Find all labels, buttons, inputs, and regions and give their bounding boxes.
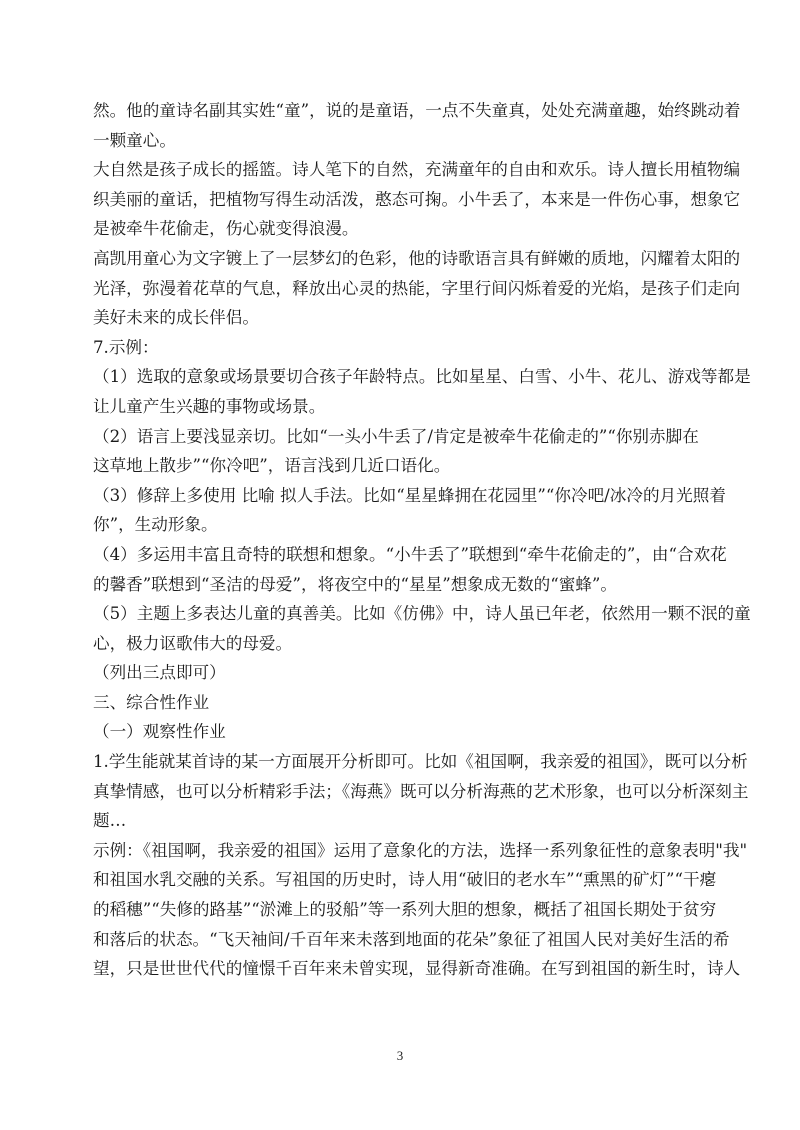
text-line: 和祖国水乳交融的关系。写祖国的历史时，诗人用“破旧的老水车”“熏黑的矿灯”“干瘪 [93, 870, 717, 890]
text-line: 这草地上散步”“你冷吧”，语言浅到几近口语化。 [93, 456, 451, 476]
text-line: 的馨香”联想到“圣洁的母爱”，将夜空中的“星星”想象成无数的“蜜蜂”。 [93, 574, 618, 594]
note-line: （列出三点即可） [93, 663, 226, 683]
text-line: 真挚情感，也可以分析精彩手法；《海燕》既可以分析海燕的艺术形象，也可以分析深刻主 [93, 781, 749, 801]
text-line: 然。他的童诗名副其实姓“童”，说的是童语，一点不失童真，处处充满童趣，始终跳动着 [93, 101, 741, 120]
section-heading: 三、综合性作业 [93, 692, 210, 712]
text-line: 题… [93, 811, 127, 831]
text-line: 望，只是世世代代的憧憬千百年来未曾实现，显得新奇准确。在写到祖国的新生时，诗人 [93, 959, 741, 979]
subsection-heading: （一）观察性作业 [93, 722, 226, 742]
text-line: 高凯用童心为文字镀上了一层梦幻的色彩，他的诗歌语言具有鲜嫩的质地，闪耀着太阳的 [93, 248, 741, 268]
text-line: （1）选取的意象或场景要切合孩子年龄特点。比如星星、白雪、小牛、花儿、游戏等都是 [93, 367, 751, 387]
text-line: （4）多运用丰富且奇特的联想和想象。“小牛丢了”联想到“牵牛花偷走的”，由“合欢花 [93, 544, 727, 564]
text-line: （3）修辞上多使用 比喻 拟人手法。比如“星星蜂拥在花园里”“你冷吧/冰冷的月光照着 [93, 485, 726, 505]
text-line: （5）主题上多表达儿童的真善美。比如《仿佛》中，诗人虽已年老，依然用一颗不泯的童 [93, 604, 751, 624]
text-line: 和落后的状态。“飞天袖间/千百年来未落到地面的花朵”象征了祖国人民对美好生活的希 [93, 929, 730, 949]
text-line: 美好未来的成长伴侣。 [93, 308, 259, 328]
document-body [93, 96, 751, 984]
text-line: 让儿童产生兴趣的事物或场景。 [93, 396, 326, 416]
text-line: 光泽，弥漫着花草的气息，释放出心灵的热能，字里行间闪烁着爱的光焰，是孩子们走向 [93, 278, 741, 298]
text-line: 一颗童心。 [93, 130, 176, 150]
text-line: 1.学生能就某首诗的某一方面展开分析即可。比如《祖国啊，我亲爱的祖国》，既可以分析 [93, 752, 748, 772]
text-line: 大自然是孩子成长的摇篮。诗人笔下的自然，充满童年的自由和欢乐。诗人擅长用植物编 [93, 160, 741, 180]
text-line: 的稻穗”“失修的路基”“淤滩上的驳船”等一系列大胆的想象，概括了祖国长期处于贫穷 [93, 900, 717, 920]
text-line: 你”，生动形象。 [93, 515, 218, 535]
text-line: 心，极力讴歌伟大的母爱。 [93, 633, 293, 653]
section-heading: 7.示例： [93, 337, 159, 357]
text-line: （2）语言上要浅显亲切。比如“一头小牛丢了/肯定是被牵牛花偷走的”“你别赤脚在 [93, 426, 699, 446]
text-line: 是被牵牛花偷走，伤心就变得浪漫。 [93, 219, 359, 239]
page-number: 3 [396, 1048, 404, 1063]
text-line: 织美丽的童话，把植物写得生动活泼，憨态可掬。小牛丢了，本来是一件伤心事，想象它 [93, 189, 741, 209]
text-line: 示例：《祖国啊，我亲爱的祖国》运用了意象化的方法，选择一系列象征性的意象表明"我" [93, 840, 748, 860]
